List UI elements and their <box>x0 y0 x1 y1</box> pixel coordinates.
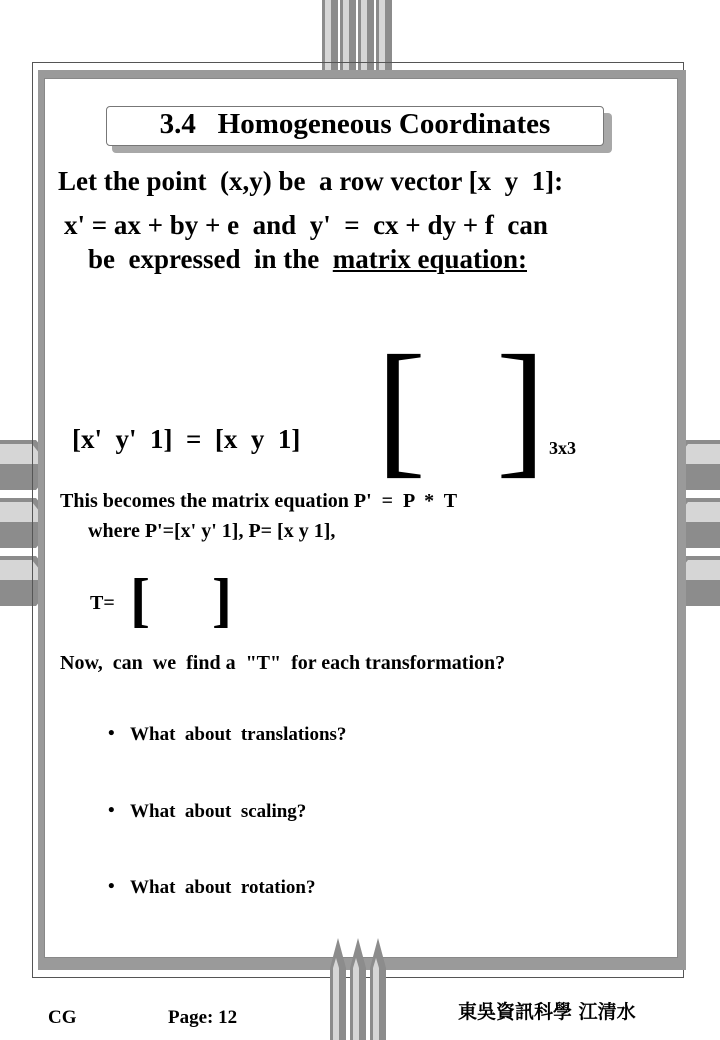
t-label: T= <box>90 592 115 614</box>
matrix-bracket-open: [ <box>376 325 426 491</box>
t-bracket-close: ] <box>212 567 232 633</box>
bullet-icon: • <box>108 876 115 897</box>
t-bracket-open: [ <box>130 567 150 633</box>
matrix-equation-phrase: matrix equation: <box>332 244 527 274</box>
footer-author: 東吳資訊科學 江清水 <box>458 1001 636 1023</box>
bullet-translations: What about translations? <box>130 724 347 745</box>
slide-title: 3.4 Homogeneous Coordinates <box>159 108 551 140</box>
expressed-line-prefix: be expressed in the <box>88 244 333 274</box>
bullet-icon: • <box>108 800 115 821</box>
matrix-size-label: 3x3 <box>549 438 576 458</box>
expressed-line <box>88 244 527 275</box>
bottom-tab-decoration <box>350 938 366 1040</box>
bullet-rotation: What about rotation? <box>130 877 316 898</box>
bullet-icon: • <box>108 723 115 744</box>
affine-equation-line: x' = ax + by + e and y' = cx + dy + f can <box>64 210 548 240</box>
footer-course: CG <box>48 1007 77 1028</box>
footer-page-number: Page: 12 <box>168 1007 238 1028</box>
matrix-equation-line: This becomes the matrix equation P' = P * T <box>60 490 458 512</box>
question-line: Now, can we find a "T" for each transformation? <box>60 652 506 674</box>
bottom-tab-decoration <box>370 938 386 1040</box>
definitions-line: where P'=[x' y' 1], P= [x y 1], <box>88 520 336 542</box>
equation-lhs: [x' y' 1] = [x y 1] <box>72 424 301 454</box>
bullet-scaling: What about scaling? <box>130 801 307 822</box>
intro-line: Let the point (x,y) be a row vector [x y 1]: <box>58 166 564 196</box>
matrix-bracket-close: ] <box>496 325 546 491</box>
bottom-tab-decoration <box>330 938 346 1040</box>
